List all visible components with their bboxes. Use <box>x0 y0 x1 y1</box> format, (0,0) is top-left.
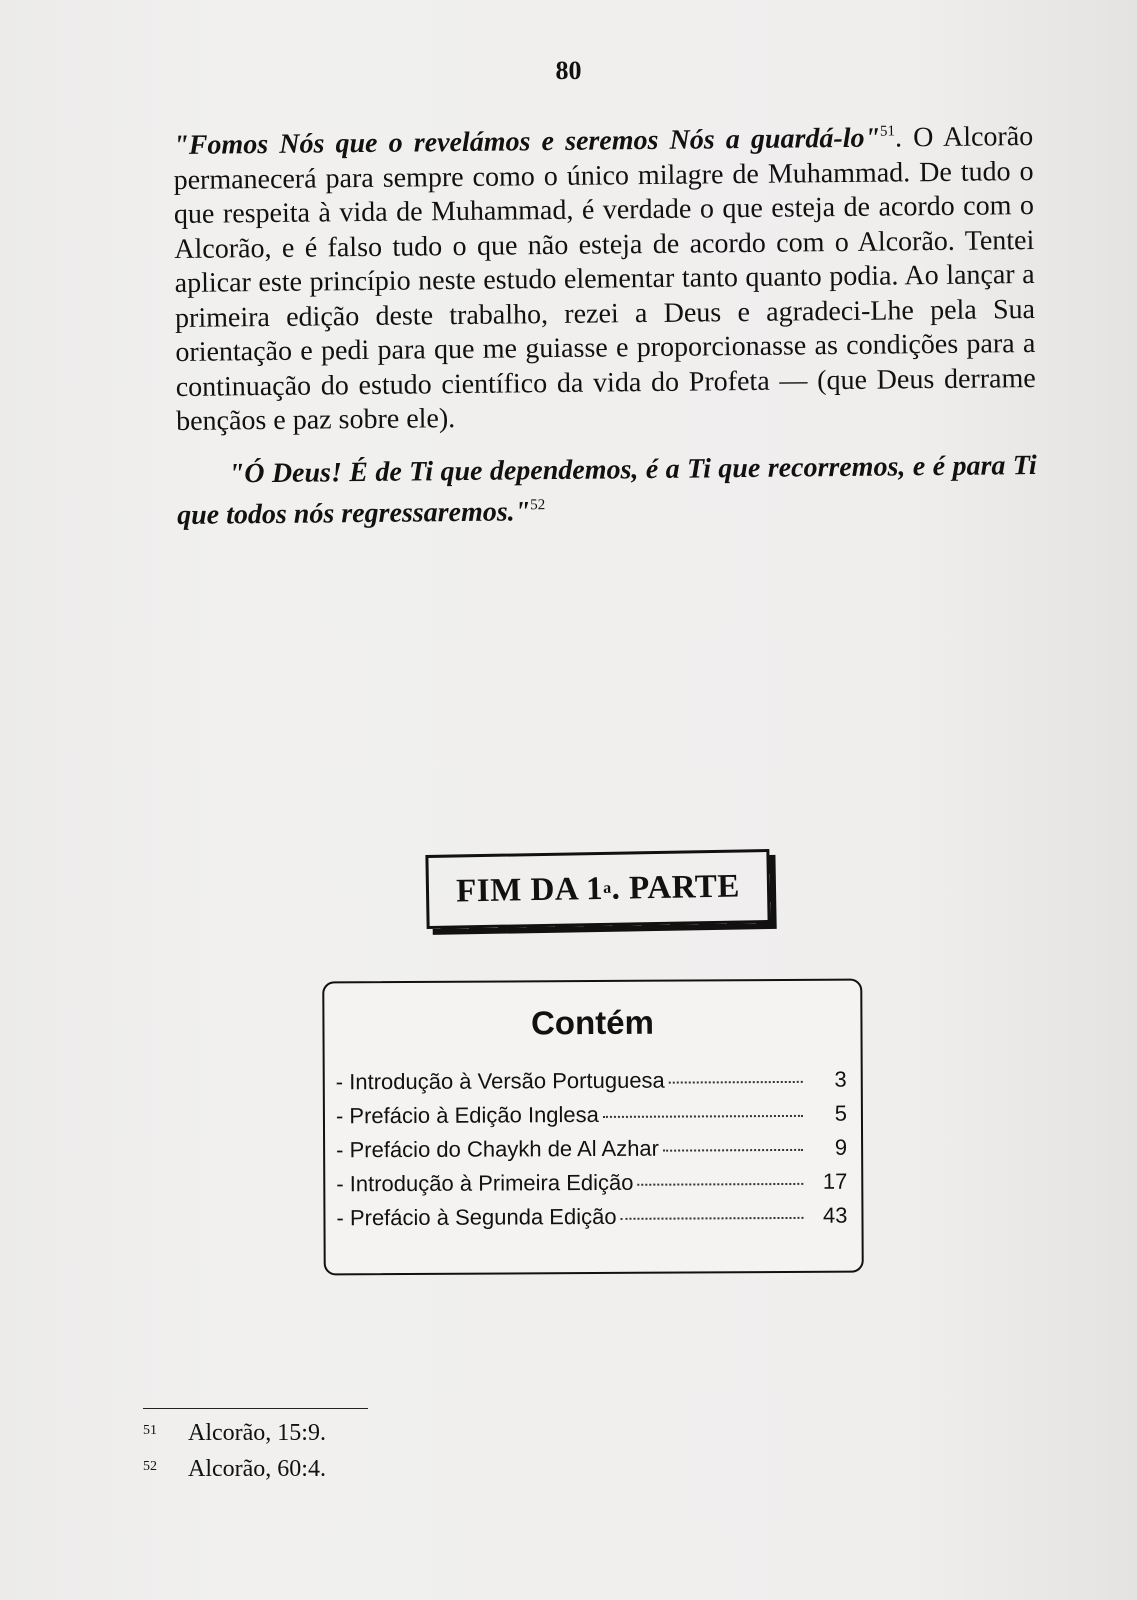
toc-leader-dots <box>663 1149 803 1152</box>
toc-item-label: - Introdução à Primeira Edição <box>336 1169 634 1197</box>
footnote-separator <box>143 1408 368 1409</box>
toc-item <box>336 1169 847 1206</box>
toc-item <box>336 1135 847 1172</box>
toc-item-label: - Prefácio do Chaykh de Al Azhar <box>336 1135 660 1163</box>
toc-leader-dots <box>637 1183 803 1186</box>
toc-leader-dots <box>621 1217 804 1220</box>
page-number: 80 <box>555 56 582 85</box>
toc-item-label: - Prefácio à Edição Inglesa <box>335 1101 599 1129</box>
toc-item-page: 5 <box>834 1100 847 1126</box>
toc-item <box>336 1067 847 1104</box>
invocation-text: "Ó Deus! É de Ti que dependemos, é a Ti que recorremos, e é para Ti que todos nós regressaremos." <box>176 449 1037 531</box>
toc-leader-dots <box>669 1081 803 1084</box>
footnote-51 <box>143 1420 326 1447</box>
end-of-part-superscript: a <box>602 879 612 897</box>
toc-item <box>336 1203 847 1240</box>
end-of-part-text-after: . PARTE <box>611 868 741 907</box>
footnote-ref-51: 51 <box>879 123 896 140</box>
toc-item-page: 9 <box>834 1134 848 1160</box>
paragraph-text: . O Alcorão permanecerá para sempre como o único milagre de Muhammad. De tudo o que respeita à vida de Muhammad, é verdade o que esteja de acordo com o Alcorão, e é falso tudo o que não esteja de acordo com o Alcorão. Tentei aplicar este princípio neste estudo elementar tanto quanto podia. Ao lançar a primeira edição deste trabalho, rezei a Deus e agradeci-Lhe pela Sua orientação e pedi para que me guiasse e proporcionasse as condições para a continuação do estudo científico da vida do Profeta — (que Deus derrame bençãos e paz sobre ele). <box>173 120 1036 437</box>
toc-leader-dots <box>603 1115 803 1118</box>
toc-item <box>336 1101 847 1138</box>
contents-box <box>322 979 864 1276</box>
main-paragraph <box>173 113 1036 439</box>
toc-item-page: 17 <box>822 1168 848 1194</box>
end-of-part-text: FIM DA 1 <box>455 870 604 909</box>
footnote-52 <box>143 1456 326 1483</box>
footnote-text: Alcorão, 60:4. <box>188 1456 326 1482</box>
end-of-part-box <box>425 849 770 929</box>
footnote-text: Alcorão, 15:9. <box>188 1420 326 1446</box>
toc-item-page: 3 <box>834 1066 847 1092</box>
invocation-paragraph <box>177 448 1038 533</box>
toc-item-page: 43 <box>822 1202 848 1228</box>
toc-item-label: - Introdução à Versão Portuguesa <box>335 1067 665 1095</box>
body-text <box>173 113 1037 533</box>
footnote-number: 51 <box>143 1423 157 1438</box>
toc-item-label: - Prefácio à Segunda Edição <box>336 1203 617 1231</box>
footnote-number: 52 <box>143 1459 157 1474</box>
footnote-ref-52: 52 <box>530 497 546 514</box>
quran-quote: "Fomos Nós que o revelámos e seremos Nós a guardá-lo" <box>173 122 881 161</box>
contents-title: Contém <box>530 1003 654 1042</box>
